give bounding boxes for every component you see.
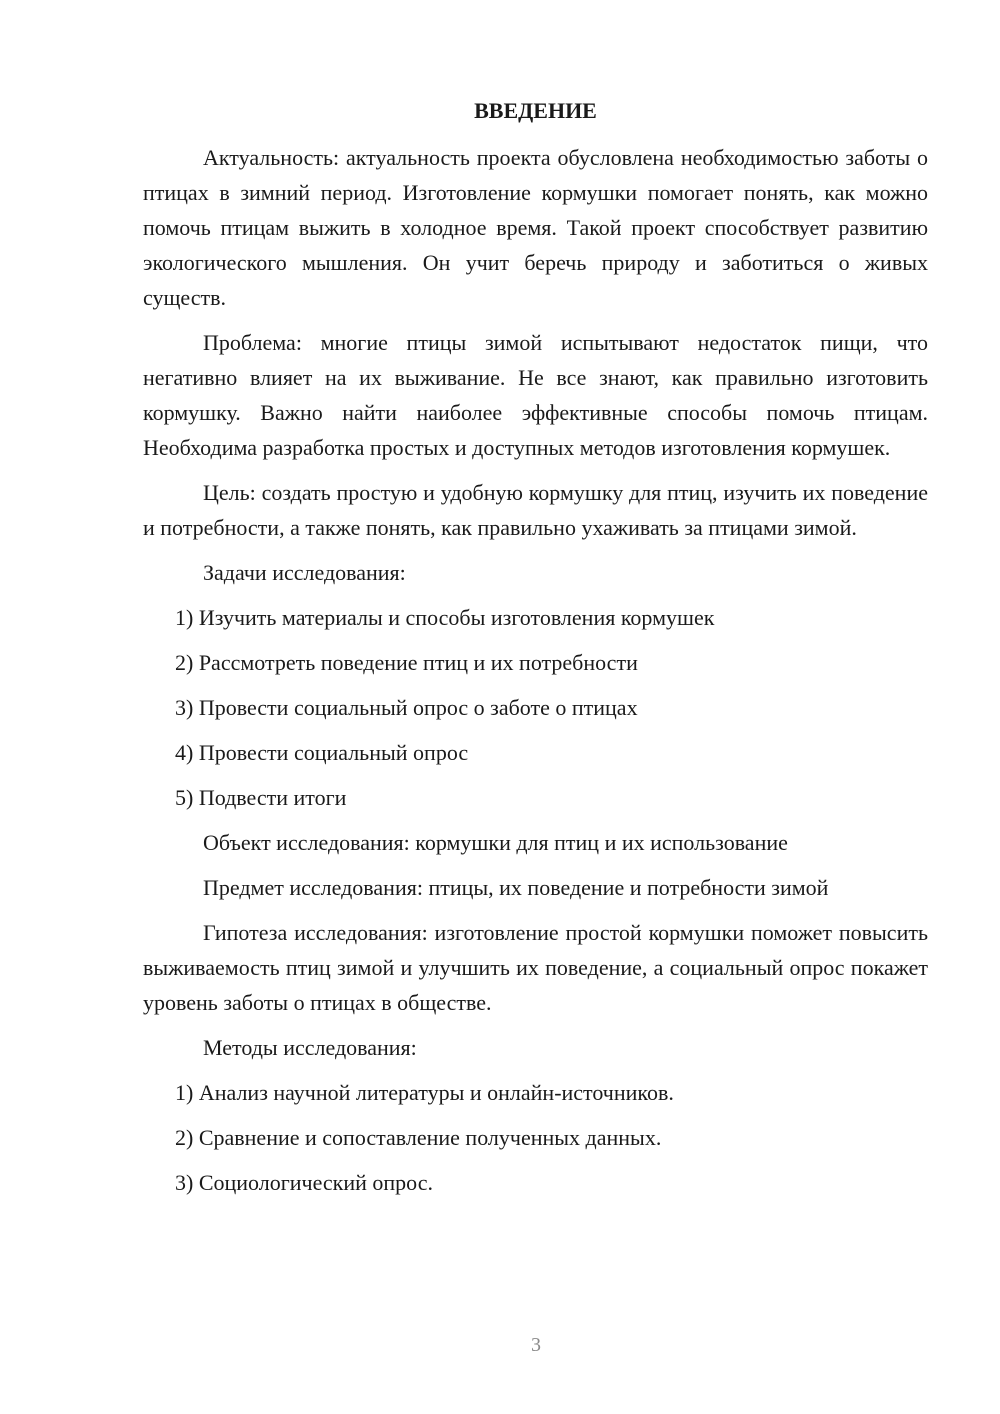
- research-subject: Предмет исследования: птицы, их поведение и потребности зимой: [203, 875, 829, 900]
- research-object: Объект исследования: кормушки для птиц и их использование: [203, 830, 788, 855]
- page-title: ВВЕДЕНИЕ: [474, 98, 597, 123]
- goal-paragraph: Цель: создать простую и удобную кормушку для птиц, изучить их поведение и потребности, а также понять, как правильно ухаживать за птицами зимой.: [143, 480, 928, 540]
- problem-paragraph: Проблема: многие птицы зимой испытывают недостаток пищи, что негативно влияет на их выживание. Не все знают, как правильно изготовить кормушку. Важно найти наиболее эффективные способы помочь птицам. Необходима разработка простых и доступных методов изготовления кормушек.: [143, 330, 928, 460]
- relevance-paragraph: Актуальность: актуальность проекта обусловлена необходимостью заботы о птицах в зимний период. Изготовление кормушки помогает понять, как можно помочь птицам выжить в холодное время. Такой проект способствует развитию экологического мышления. Он учит беречь природу и заботиться о живых существ.: [143, 145, 928, 310]
- task-item: 3) Провести социальный опрос о заботе о птицах: [175, 695, 638, 720]
- task-item: 1) Изучить материалы и способы изготовления кормушек: [175, 605, 715, 630]
- page-number: 3: [531, 1334, 541, 1356]
- method-item: 3) Социологический опрос.: [175, 1170, 433, 1195]
- task-item: 5) Подвести итоги: [175, 785, 347, 810]
- task-item: 2) Рассмотреть поведение птиц и их потребности: [175, 650, 638, 675]
- hypothesis-paragraph: Гипотеза исследования: изготовление простой кормушки поможет повысить выживаемость птиц зимой и улучшить их поведение, а социальный опрос покажет уровень заботы о птицах в обществе.: [143, 920, 928, 1015]
- methods-label: Методы исследования:: [203, 1035, 417, 1060]
- task-item: 4) Провести социальный опрос: [175, 740, 469, 765]
- page-content: [143, 96, 928, 1210]
- method-item: 2) Сравнение и сопоставление полученных данных.: [175, 1125, 662, 1150]
- method-item: 1) Анализ научной литературы и онлайн-источников.: [175, 1080, 674, 1105]
- tasks-label: Задачи исследования:: [203, 560, 406, 585]
